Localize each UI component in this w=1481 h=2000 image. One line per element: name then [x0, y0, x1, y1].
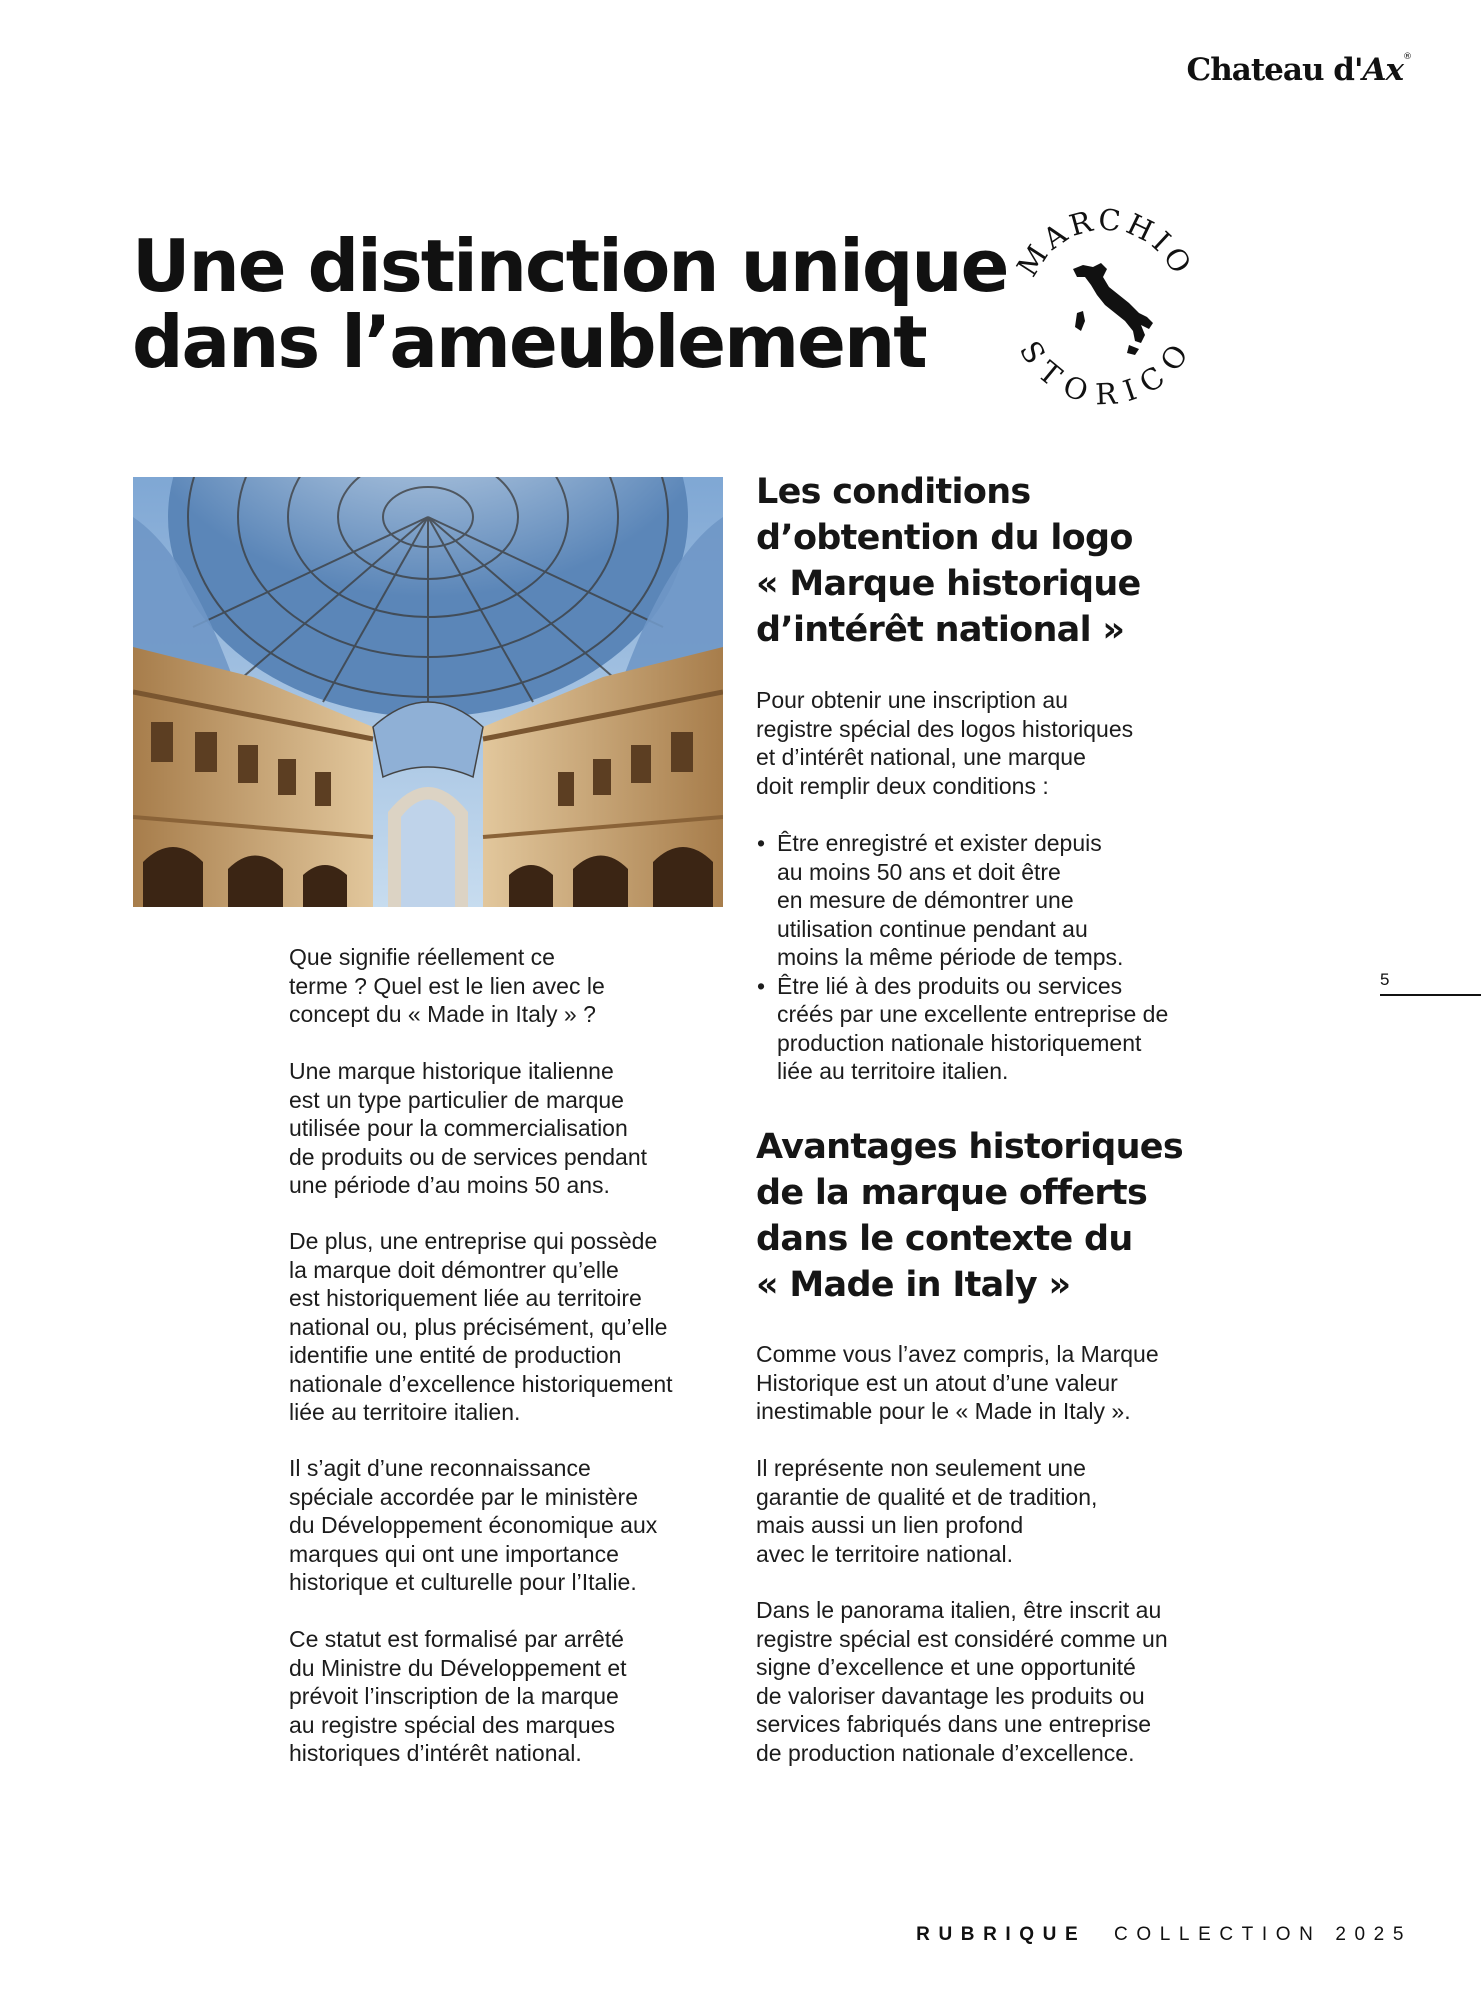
left-paragraph-1	[289, 943, 605, 1029]
conditions-list	[756, 829, 1168, 1086]
text-line: inestimable pour le « Made in Italy ».	[756, 1398, 1131, 1424]
text-line: liée au territoire italien.	[777, 1058, 1009, 1084]
text-line: signe d’excellence et une opportunité	[756, 1654, 1136, 1680]
section-2-paragraph-2	[756, 1454, 1097, 1568]
text-line: nationale d’excellence historiquement	[289, 1370, 673, 1397]
left-paragraph-3	[289, 1227, 673, 1427]
text-line: doit remplir deux conditions :	[756, 772, 1049, 799]
left-paragraph-2	[289, 1057, 647, 1200]
text-line: registre spécial des logos historiques	[756, 715, 1134, 742]
heading-line: « Marque historique	[756, 564, 1141, 604]
bullet-icon: •	[757, 830, 766, 856]
list-item	[756, 829, 1168, 972]
seal-top-text: MARCHIO	[1010, 205, 1200, 283]
section-1-heading	[756, 469, 1141, 653]
text-line: Dans le panorama italien, être inscrit au	[756, 1597, 1162, 1623]
text-line: Une marque historique italienne	[289, 1058, 614, 1084]
text-line: production nationale historiquement	[777, 1029, 1142, 1056]
text-line: utilisation continue pendant au	[777, 915, 1088, 942]
text-line: la marque doit démontrer qu’elle	[289, 1256, 619, 1283]
seal-bottom-text: STORICO	[1013, 334, 1197, 405]
text-line: du Ministre du Développement et	[289, 1654, 627, 1681]
text-line: terme ? Quel est le lien avec le	[289, 972, 605, 999]
bullet-icon: •	[757, 972, 766, 999]
text-line: prévoit l’inscription de la marque	[289, 1683, 619, 1709]
text-line: une période d’au moins 50 ans.	[289, 1172, 610, 1198]
left-paragraph-4	[289, 1454, 657, 1597]
heading-line: dans le contexte du	[756, 1219, 1133, 1259]
text-line: spéciale accordée par le ministère	[289, 1483, 639, 1510]
section-2-paragraph-1	[756, 1340, 1159, 1426]
footer-section: RUBRIQUE	[916, 1924, 1087, 1945]
text-line: historiques d’intérêt national.	[289, 1740, 582, 1766]
text-line: du Développement économique aux	[289, 1512, 658, 1538]
page-number: 5	[1380, 970, 1390, 989]
page-number-rule	[1380, 994, 1481, 996]
title-line-2: dans l’ameublement	[132, 300, 926, 384]
text-line: est historiquement liée au territoire	[289, 1285, 642, 1311]
page-title	[132, 224, 1008, 384]
footer-collection: COLLECTION 2025	[1114, 1924, 1412, 1945]
text-line: historique et culturelle pour l’Italie.	[289, 1569, 637, 1595]
heading-line: d’intérêt national »	[756, 610, 1125, 650]
text-line: liée au territoire italien.	[289, 1399, 521, 1425]
section-2-heading	[756, 1124, 1183, 1308]
text-line: Ce statut est formalisé par arrêté	[289, 1626, 624, 1652]
text-line: de produits ou de services pendant	[289, 1143, 648, 1170]
italy-map-icon	[1073, 263, 1153, 355]
brand-logo	[1187, 52, 1411, 88]
text-line: Que signifie réellement ce	[289, 944, 555, 970]
text-line: De plus, une entreprise qui possède	[289, 1228, 658, 1254]
brand-name: Chateau d'	[1186, 52, 1363, 88]
text-line: Pour obtenir une inscription au	[756, 687, 1068, 713]
heading-line: Les conditions	[756, 472, 1031, 512]
text-line: marques qui ont une importance	[289, 1540, 619, 1567]
text-line: au moins 50 ans et doit être	[777, 858, 1061, 885]
heading-line: Avantages historiques	[756, 1127, 1183, 1167]
text-line: Être enregistré et exister depuis	[777, 830, 1102, 856]
svg-text:STORICO	[1013, 335, 1197, 405]
text-line: avec le territoire national.	[756, 1540, 1013, 1567]
text-line: en mesure de démontrer une	[777, 887, 1074, 913]
text-line: garantie de qualité et de tradition,	[756, 1483, 1098, 1510]
text-line: de production nationale d’excellence.	[756, 1739, 1135, 1766]
heading-line: « Made in Italy »	[756, 1265, 1071, 1305]
text-line: Il représente non seulement une	[756, 1455, 1086, 1481]
text-line: moins la même période de temps.	[777, 944, 1124, 970]
text-line: registre spécial est considéré comme un	[756, 1625, 1168, 1652]
text-line: de valoriser davantage les produits ou	[756, 1682, 1145, 1709]
list-item	[756, 972, 1168, 1086]
galleria-photo	[133, 477, 723, 907]
text-line: au registre spécial des marques	[289, 1711, 615, 1738]
text-line: Il s’agit d’une reconnaissance	[289, 1455, 591, 1481]
footer	[916, 1924, 1412, 1946]
text-line: services fabriqués dans une entreprise	[756, 1711, 1152, 1737]
text-line: mais aussi un lien profond	[756, 1512, 1024, 1538]
title-line-1: Une distinction unique	[132, 224, 1008, 308]
text-line: utilisée pour la commercialisation	[289, 1115, 628, 1141]
heading-line: de la marque offerts	[756, 1173, 1148, 1213]
section-2-paragraph-3	[756, 1596, 1168, 1767]
section-1-intro	[756, 686, 1133, 800]
text-line: identifie une entité de production	[289, 1342, 622, 1368]
heading-line: d’obtention du logo	[756, 518, 1133, 558]
text-line: est un type particulier de marque	[289, 1086, 624, 1113]
text-line: Historique est un atout d’une valeur	[756, 1369, 1118, 1396]
text-line: concept du « Made in Italy » ?	[289, 1001, 596, 1027]
text-line: Comme vous l’avez compris, la Marque	[756, 1341, 1159, 1367]
trademark: ®	[1403, 52, 1411, 62]
left-paragraph-5	[289, 1625, 627, 1768]
text-line: et d’intérêt national, une marque	[756, 744, 1086, 770]
marchio-storico-seal	[1005, 205, 1205, 405]
text-line: créés par une excellente entreprise de	[777, 1001, 1169, 1027]
text-line: Être lié à des produits ou services	[777, 972, 1123, 999]
text-line: national ou, plus précisément, qu’elle	[289, 1313, 668, 1340]
brand-name-ax: Ax	[1362, 52, 1403, 88]
